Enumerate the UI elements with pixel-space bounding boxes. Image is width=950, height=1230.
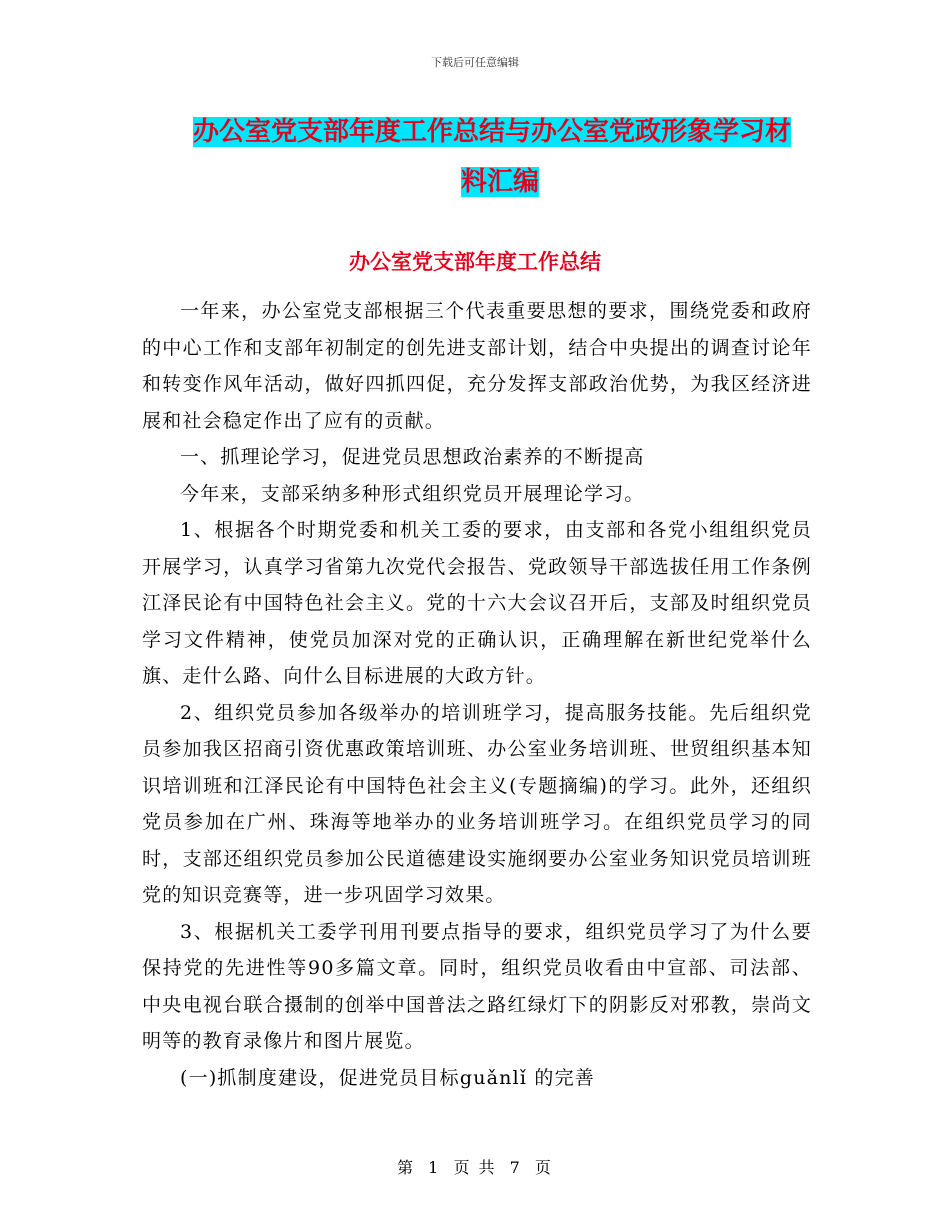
footer-prefix: 第 <box>397 1158 416 1177</box>
document-title-line-1-text: 办公室党支部年度工作总结与办公室党政形象学习材 <box>193 117 792 147</box>
total-pages-number: 7 <box>509 1158 522 1177</box>
document-title-line-2 <box>150 157 850 207</box>
paragraph: (一)抓制度建设，促进党员目标guǎnlǐ 的完善 <box>180 1066 595 1089</box>
header-note: 下载后可任意编辑 <box>431 56 519 69</box>
footer-middle: 页 共 <box>453 1158 497 1177</box>
paragraph: 3、根据机关工委学刊用刊要点指导的要求，组织党员学习了为什么要保持党的先进性等90多篇文章。同时，组织党员收看由中宣部、司法部、中央电视台联合摄制的创举中国普法之路红绿灯下的阴影反对邪教，崇尚文明等的教育录像片和图片展览。 <box>142 920 812 1052</box>
section-title: 办公室党支部年度工作总结 <box>349 250 601 274</box>
document-title <box>150 107 850 207</box>
paragraph: 2、组织党员参加各级举办的培训班学习，提高服务技能。先后组织党员参加我区招商引资优惠政策培训班、办公室业务培训班、世贸组织基本知识培训班和江泽民论有中国特色社会主义(专题摘编)的学习。此外，还组织党员参加在广州、珠海等地举办的业务培训班学习。在组织党员学习的同时，支部还组织党员参加公民道德建设实施纲要办公室业务知识党员培训班党的知识竞赛等，进一步巩固学习效果。 <box>142 701 812 906</box>
paragraph: 一、抓理论学习，促进党员思想政治素养的不断提高 <box>180 446 645 468</box>
body-text <box>142 293 812 1096</box>
paragraph: 今年来，支部采纳多种形式组织党员开展理论学习。 <box>180 482 645 505</box>
paragraph: 一年来，办公室党支部根据三个代表重要思想的要求，围绕党委和政府的中心工作和支部年初制定的创先进支部计划，结合中央提出的调查讨论年和转变作风年活动，做好四抓四促，充分发挥支部政治优势，为我区经济进展和社会稳定作出了应有的贡献。 <box>142 300 812 432</box>
document-title-line-2-text: 料汇编 <box>460 167 539 197</box>
current-page-number: 1 <box>428 1158 441 1177</box>
document-title-line-1 <box>150 107 850 157</box>
page-footer <box>0 1155 950 1178</box>
paragraph: 1、根据各个时期党委和机关工委的要求，由支部和各党小组组织党员开展学习，认真学习省第九次党代会报告、党政领导干部选拔任用工作条例江泽民论有中国特色社会主义。党的十六大会议召开后，支部及时组织党员学习文件精神，使党员加深对党的正确认识，正确理解在新世纪党举什么旗、走什么路、向什么目标进展的大政方针。 <box>142 519 812 687</box>
footer-suffix: 页 <box>534 1158 553 1177</box>
